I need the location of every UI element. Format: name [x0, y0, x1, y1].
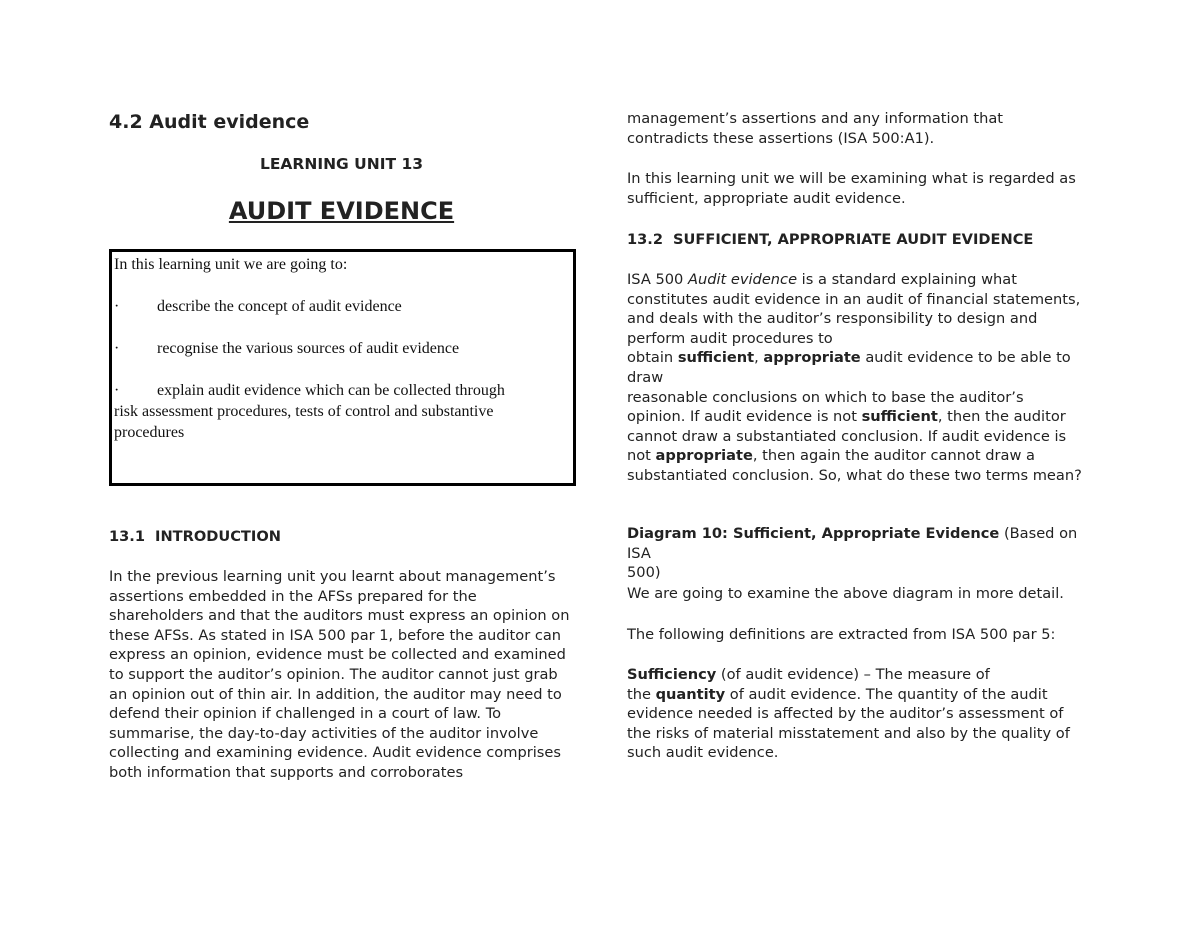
section-number: 13.2: [627, 231, 664, 248]
sufficient-appropriate-heading: [627, 231, 1033, 248]
section-heading: 4.2 Audit evidence: [109, 111, 310, 133]
isa-paragraph: [627, 270, 1097, 486]
paragraph-line: defend their opinion if challenged in a court of law. To: [109, 705, 502, 723]
outcomes-intro: In this learning unit we are going to:: [114, 256, 348, 273]
paragraph-line: sufficient, appropriate audit evidence.: [627, 189, 906, 207]
paragraph-line: perform audit procedures to: [627, 329, 833, 347]
paragraph-line: cannot draw a substantiated conclusion. If audit evidence is: [627, 427, 1067, 445]
learning-outcomes-box: [109, 249, 576, 486]
paragraph-line: such audit evidence.: [627, 744, 779, 762]
paragraph-line: the risks of material misstatement and also by the quality of: [627, 724, 1070, 742]
paragraph-line: Sufficiency (of audit evidence) – The measure of: [627, 666, 990, 683]
paragraph-line: In the previous learning unit you learnt about management’s: [109, 568, 556, 585]
bullet-icon: ·: [114, 382, 120, 399]
paragraph-line: evidence needed is affected by the auditor’s assessment of: [627, 705, 1064, 723]
paragraph-line: to support the auditor’s opinion. The auditor cannot just grab: [109, 665, 558, 683]
continuation-paragraph: [627, 109, 1097, 148]
examine-paragraph: [627, 584, 1097, 604]
paragraph-line: Diagram 10: Sufficient, Appropriate Evidence (Based on ISA: [627, 525, 1078, 562]
paragraph-line: these AFSs. As stated in ISA 500 par 1, before the auditor can: [109, 626, 562, 644]
paragraph-line: contradicts these assertions (ISA 500:A1).: [627, 129, 935, 147]
intro-heading: [109, 528, 281, 545]
outcome-item: [114, 338, 569, 359]
paragraph-line: the quantity of audit evidence. The quantity of the audit: [627, 685, 1048, 703]
overview-paragraph: [627, 169, 1097, 208]
section-title: SUFFICIENT, APPROPRIATE AUDIT EVIDENCE: [673, 231, 1034, 248]
outcome-text: explain audit evidence which can be collected through: [157, 382, 505, 399]
paragraph-line: obtain sufficient, appropriate audit evidence to be able to draw: [627, 349, 1071, 386]
sufficiency-definition: [627, 665, 1097, 763]
diagram-caption: [627, 524, 1097, 583]
bullet-icon: ·: [114, 340, 120, 357]
paragraph-line: The following definitions are extracted from ISA 500 par 5:: [627, 626, 1056, 643]
outcome-item: [114, 380, 569, 401]
paragraph-line: substantiated conclusion. So, what do these two terms mean?: [627, 466, 1082, 484]
paragraph-line: We are going to examine the above diagram in more detail.: [627, 585, 1064, 602]
paragraph-line: reasonable conclusions on which to base the auditor’s: [627, 388, 1024, 406]
paragraph-line: assertions embedded in the AFSs prepared for the: [109, 587, 477, 605]
outcome-text: recognise the various sources of audit evidence: [157, 340, 460, 357]
paragraph-line: an opinion out of thin air. In addition, the auditor may need to: [109, 685, 562, 703]
paragraph-line: 500): [627, 564, 661, 582]
paragraph-line: opinion. If audit evidence is not sufficient, then the auditor: [627, 408, 1066, 426]
outcome-continuation: risk assessment procedures, tests of control and substantive: [114, 403, 494, 420]
paragraph-line: collecting and examining evidence. Audit evidence comprises: [109, 744, 561, 762]
bullet-icon: ·: [114, 298, 120, 315]
outcome-continuation: procedures: [114, 424, 185, 441]
paragraph-line: and deals with the auditor’s responsibility to design and: [627, 310, 1038, 328]
paragraph-line: ISA 500 Audit evidence is a standard explaining what: [627, 271, 1017, 288]
unit-title: AUDIT EVIDENCE: [228, 197, 455, 225]
paragraph-line: summarise, the day-to-day activities of the auditor involve: [109, 724, 539, 742]
learning-unit-label: LEARNING UNIT 13: [259, 155, 424, 173]
paragraph-line: not appropriate, then again the auditor cannot draw a: [627, 447, 1035, 465]
paragraph-line: shareholders and that the auditors must express an opinion on: [109, 607, 570, 625]
paragraph-line: In this learning unit we will be examining what is regarded as: [627, 170, 1076, 187]
section-title: INTRODUCTION: [155, 528, 281, 545]
intro-paragraph: [109, 567, 579, 783]
paragraph-line: management’s assertions and any information that: [627, 110, 1004, 127]
paragraph-line: express an opinion, evidence must be collected and examined: [109, 646, 566, 664]
outcome-item: [114, 296, 569, 317]
section-number: 13.1: [109, 528, 146, 545]
definitions-intro: [627, 625, 1097, 645]
paragraph-line: both information that supports and corroborates: [109, 763, 464, 781]
paragraph-line: constitutes audit evidence in an audit of financial statements,: [627, 290, 1081, 308]
outcome-text: describe the concept of audit evidence: [157, 298, 402, 315]
